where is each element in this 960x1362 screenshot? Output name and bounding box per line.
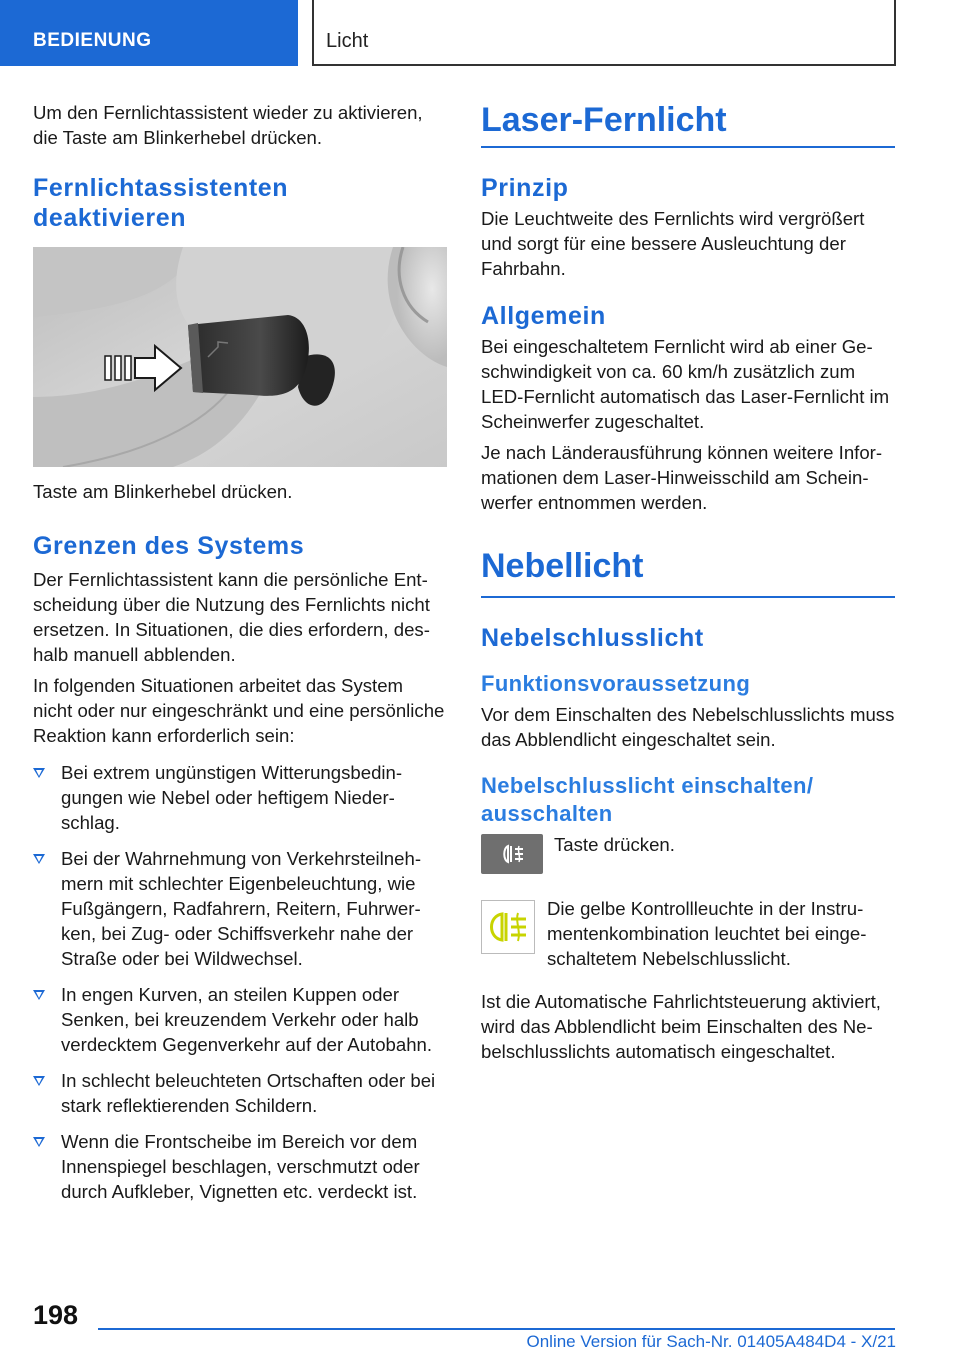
einschalten-heading: Nebelschlusslicht einschalten/ ausschalten: [481, 773, 814, 826]
intro-paragraph: Um den Fernlichtassistent wieder zu aktivieren, die Taste am Blinkerhebel drücken.: [33, 102, 423, 148]
nebelschlusslicht-heading: Nebelschlusslicht: [481, 624, 704, 652]
rear-fog-light-button-icon: [481, 834, 543, 874]
button-instruction-text: Taste drücken.: [554, 834, 675, 855]
section-label: BEDIENUNG: [33, 30, 152, 51]
deactivate-heading: Fernlichtassistenten deaktivieren: [33, 174, 289, 232]
nebellicht-heading: Nebellicht: [481, 546, 895, 598]
photo-caption: Taste am Blinkerhebel drücken.: [33, 481, 293, 502]
right-column: [481, 100, 895, 1064]
list-item-text: Bei der Wahrnehmung von Verkehrsteilnehmern mit schlechter Eigenbeleuchtung, wie Fußgängern, Radfahrern, Reitern, Fuhrwerken, bei Zug- oder Schiffsverkehr nahe der Straße oder bei Wildwechsel.: [61, 848, 422, 969]
limits-paragraph-2: In folgenden Situationen arbeitet das System nicht oder nur eingeschränkt und eine persönliche Reaktion kann erforderlich sein:: [33, 675, 445, 746]
footer-divider: [98, 1328, 895, 1330]
button-instruction-row: [481, 832, 895, 884]
section-tab: [0, 0, 298, 66]
prinzip-text: Die Leuchtweite des Fernlichts wird vergrößert und sorgt für eine bessere Ausleuchtung der Fahrbahn.: [481, 208, 865, 279]
list-item: [33, 846, 447, 971]
allgemein-paragraph-2: Je nach Länderausführung können weitere Informationen dem Laser-Hinweisschild am Scheinwerfer entnommen werden.: [481, 442, 883, 513]
list-item-text: In engen Kurven, an steilen Kuppen oder Senken, bei kreuzendem Verkehr oder halb verdecktem Gegenverkehr auf der Autobahn.: [61, 984, 433, 1055]
limits-list: [33, 760, 447, 1204]
list-item: [33, 982, 447, 1057]
list-item-text: Bei extrem ungünstigen Witterungsbedingungen wie Nebel oder heftigem Niederschlag.: [61, 762, 403, 833]
allgemein-paragraph-1: Bei eingeschaltetem Fernlicht wird ab einer Geschwindigkeit von ca. 60 km/h zusätzlich zum LED-Fernlicht automatisch das Laser-Fernlicht im Scheinwerfer zugeschaltet.: [481, 336, 890, 432]
bullet-triangle-icon: [33, 854, 45, 864]
limits-heading: Grenzen des Systems: [33, 532, 305, 560]
funktionsvoraussetzung-heading: Funktionsvoraussetzung: [481, 671, 751, 696]
bullet-triangle-icon: [33, 990, 45, 1000]
rear-fog-indicator-icon: [481, 900, 535, 954]
chapter-title: Licht: [326, 30, 369, 52]
prinzip-heading: Prinzip: [481, 174, 569, 202]
indicator-text: Die gelbe Kontrollleuchte in der Instrumentenkombination leuchtet bei eingeschaltetem Nebelschlusslicht.: [547, 898, 867, 969]
funktion-text: Vor dem Einschalten des Nebelschlusslichts muss das Abblendlicht eingeschaltet sein.: [481, 704, 895, 750]
list-item: [33, 1068, 447, 1118]
online-version-note: Online Version für Sach-Nr. 01405A484D4 - X/21: [526, 1332, 896, 1351]
left-column: [33, 100, 447, 1204]
page-number: 198: [33, 1300, 79, 1330]
bullet-triangle-icon: [33, 1137, 45, 1147]
auto-light-text: Ist die Automatische Fahrlichtsteuerung aktiviert, wird das Abblendlicht beim Einschalten des Nebelschlusslichts automatisch eingeschaltet.: [481, 991, 881, 1062]
turn-signal-lever-photo: [33, 247, 447, 467]
list-item: [33, 760, 447, 835]
list-item-text: Wenn die Frontscheibe im Bereich vor dem Innenspiegel beschlagen, verschmutzt oder durch Aufkleber, Vignetten etc. verdeckt ist.: [61, 1131, 420, 1202]
list-item: [33, 1129, 447, 1204]
chapter-title-box: [312, 0, 896, 66]
indicator-row: [481, 896, 895, 980]
list-item-text: In schlecht beleuchteten Ortschaften oder bei stark reflektierenden Schildern.: [61, 1070, 436, 1116]
allgemein-heading: Allgemein: [481, 302, 606, 330]
bullet-triangle-icon: [33, 768, 45, 778]
limits-paragraph-1: Der Fernlichtassistent kann die persönliche Entscheidung über die Nutzung des Fernlichts nicht ersetzen. In Situationen, die dies erfordern, deshalb manuell abblenden.: [33, 569, 430, 665]
laser-fernlicht-heading: Laser-Fernlicht: [481, 100, 895, 148]
bullet-triangle-icon: [33, 1076, 45, 1086]
